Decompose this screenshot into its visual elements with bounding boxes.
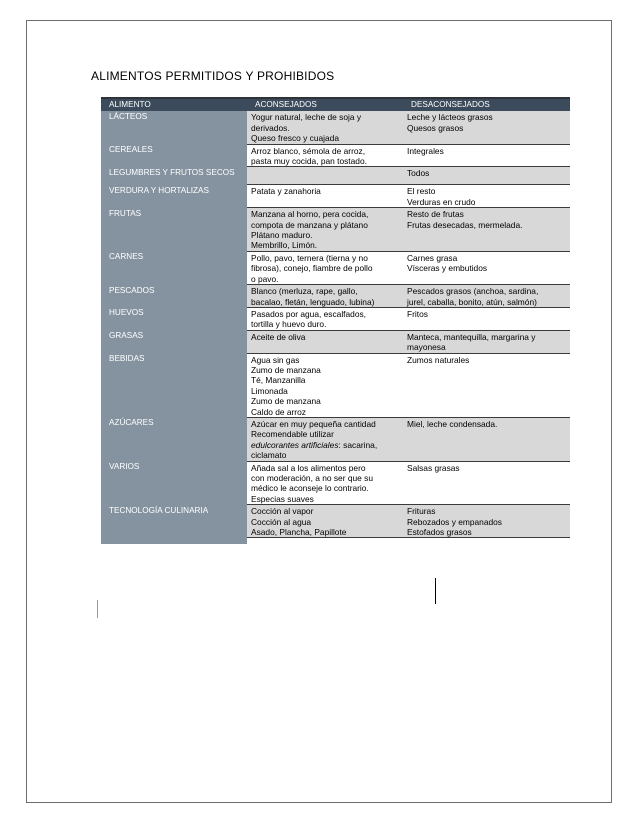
row-recommended: Yogur natural, leche de soja y derivados. Queso fresco y cuajada [247, 111, 403, 144]
row-category: VERDURA Y HORTALIZAS [101, 185, 247, 208]
table-row [101, 353, 570, 417]
table-row [101, 285, 570, 308]
table-row [101, 185, 570, 208]
row-not-recommended: Integrales [403, 144, 570, 167]
margin-marker [97, 600, 98, 618]
row-recommended: Arroz blanco, sémola de arroz, pasta muy cocida, pan tostado. [247, 144, 403, 167]
row-not-recommended: Zumos naturales [403, 353, 570, 417]
row-not-recommended: Carnes grasa Vísceras y embutidos [403, 251, 570, 284]
food-table-container [101, 97, 570, 544]
row-not-recommended: El resto Verduras en crudo [403, 185, 570, 208]
row-category: CEREALES [101, 144, 247, 167]
table-row [101, 144, 570, 167]
recommended-text: Azúcar en muy pequeña cantidad Recomendable utilizar [251, 418, 376, 440]
row-recommended [247, 167, 403, 185]
row-recommended: Blanco (merluza, rape, gallo, bacalao, fletán, lenguado, lubina) [247, 285, 403, 308]
table-row [101, 307, 570, 330]
row-category: LEGUMBRES Y FRUTOS SECOS [101, 167, 247, 185]
row-category: BEBIDAS [101, 353, 247, 417]
row-not-recommended: Fritos [403, 307, 570, 330]
row-not-recommended: Pescados grasos (anchoa, sardina, jurel, caballa, bonito, atún, salmón) [403, 285, 570, 308]
row-recommended: Agua sin gas Zumo de manzana Té, Manzanilla Limonada Zumo de manzana Caldo de arroz [247, 353, 403, 417]
table-row [101, 111, 570, 144]
table-row [101, 251, 570, 284]
table-row [101, 461, 570, 505]
food-table [101, 99, 570, 538]
row-not-recommended: Manteca, mantequilla, margarina y mayonesa [403, 330, 570, 353]
table-row [101, 208, 570, 252]
row-category: GRASAS [101, 330, 247, 353]
row-recommended: Pollo, pavo, ternera (tierna y no fibrosa), conejo, fiambre de pollo o pavo. [247, 251, 403, 284]
row-not-recommended: Leche y lácteos grasos Quesos grasos [403, 111, 570, 144]
table-row [101, 330, 570, 353]
row-category: HUEVOS [101, 307, 247, 330]
row-category: TECNOLOGÍA CULINARIA [101, 505, 247, 538]
header-desaconsejados: DESACONSEJADOS [403, 99, 570, 111]
category-column-footer [101, 538, 247, 544]
row-category: CARNES [101, 251, 247, 284]
row-not-recommended: Miel, leche condensada. [403, 417, 570, 461]
row-category: PESCADOS [101, 285, 247, 308]
row-not-recommended: Todos [403, 167, 570, 185]
table-row [101, 167, 570, 185]
row-recommended: Manzana al horno, pera cocida, compota de manzana y plátano Plátano maduro. Membrillo, Limón. [247, 208, 403, 252]
row-category: FRUTAS [101, 208, 247, 252]
recommended-italic-text: edulcorantes artificiales [251, 439, 339, 450]
header-alimento: ALIMENTO [101, 99, 247, 111]
row-not-recommended: Frituras Rebozados y empanados Estofados grasos [403, 505, 570, 538]
row-category: LÁCTEOS [101, 111, 247, 144]
row-not-recommended: Salsas grasas [403, 461, 570, 505]
text-cursor [435, 578, 436, 604]
header-aconsejados: ACONSEJADOS [247, 99, 403, 111]
row-category: AZÚCARES [101, 417, 247, 461]
table-row [101, 505, 570, 538]
table-header-row [101, 99, 570, 111]
row-recommended: Añada sal a los alimentos pero con moderación, a no ser que su médico le aconseje lo contrario. Especias suaves [247, 461, 403, 505]
recommended-text-suffix: : sacarina, ciclamato [251, 439, 378, 461]
row-category: VARIOS [101, 461, 247, 505]
table-row [101, 417, 570, 461]
row-recommended [247, 417, 403, 461]
row-not-recommended: Resto de frutas Frutas desecadas, mermelada. [403, 208, 570, 252]
row-recommended: Patata y zanahoria [247, 185, 403, 208]
document-title: ALIMENTOS PERMITIDOS Y PROHIBIDOS [91, 69, 335, 83]
row-recommended: Pasados por agua, escalfados, tortilla y huevo duro. [247, 307, 403, 330]
row-recommended: Cocción al vapor Cocción al agua Asado, Plancha, Papillote [247, 505, 403, 538]
row-recommended: Aceite de oliva [247, 330, 403, 353]
